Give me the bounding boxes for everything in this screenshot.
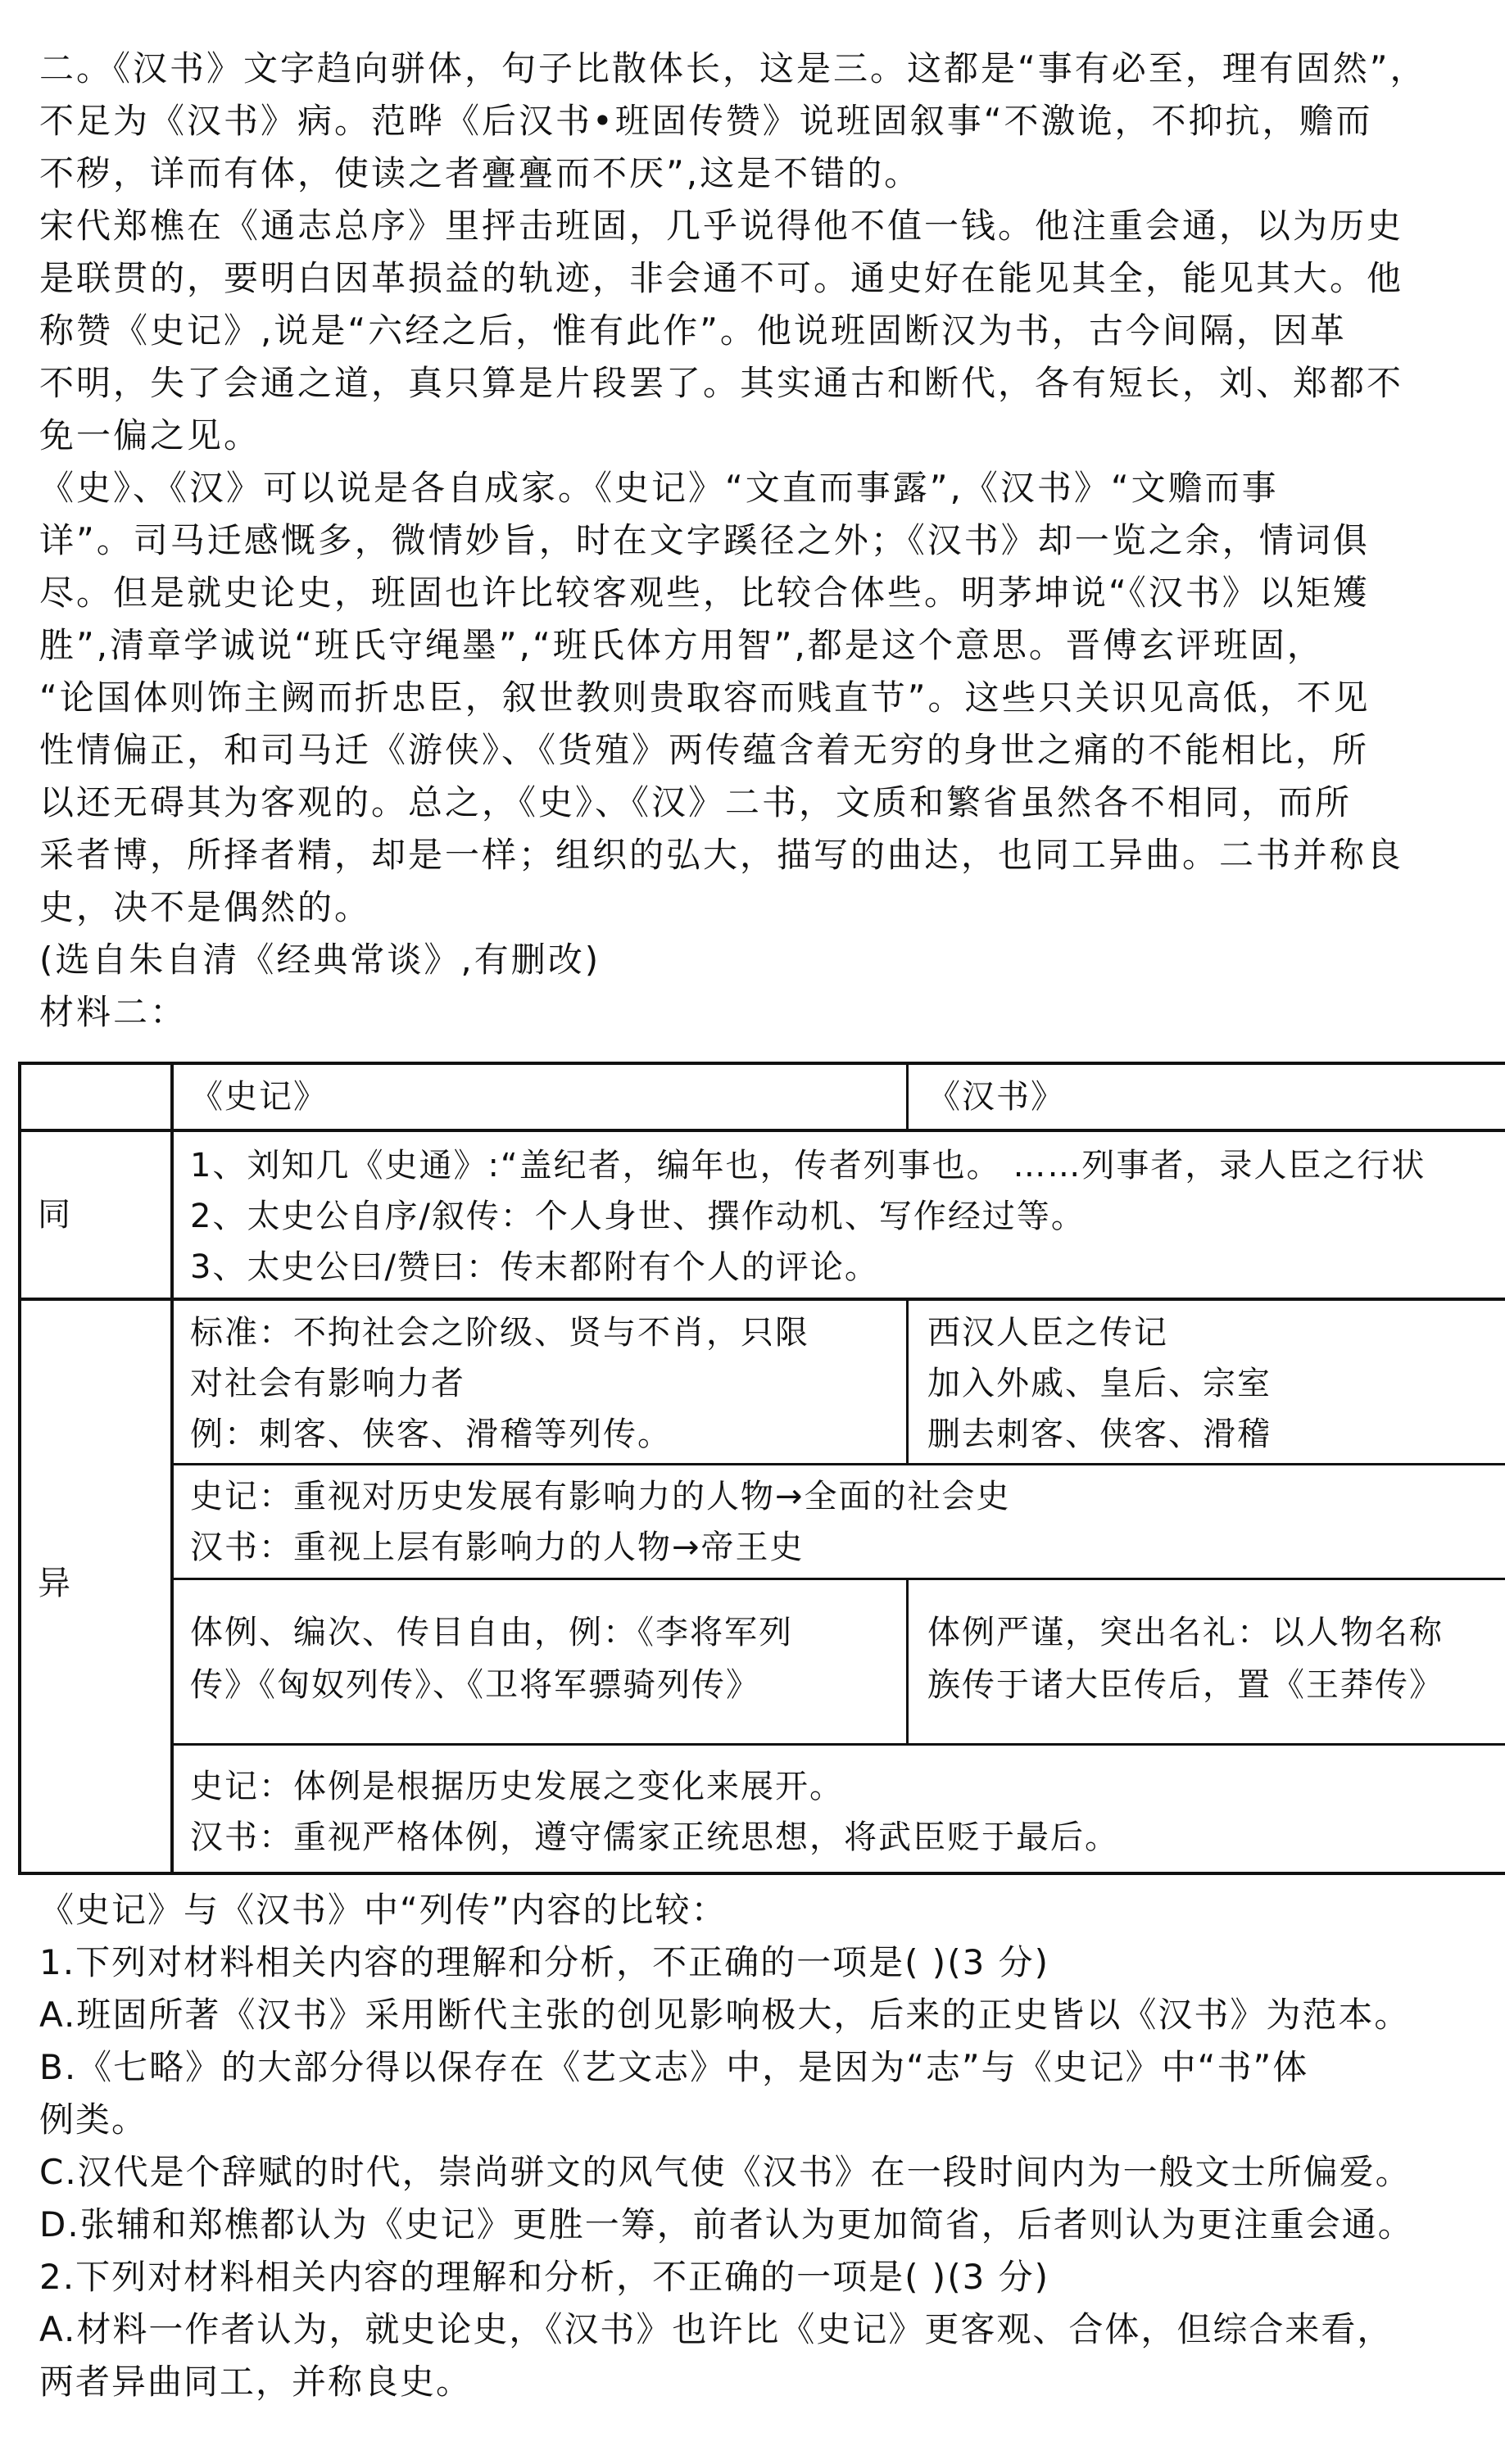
r1-right-2: 加入外戚、皇后、宗室 xyxy=(927,1365,1272,1402)
same-line-1: 1、刘知几《史通》:“盖纪者，编年也，传者列事也。 ……列事者，录人臣之行状 xyxy=(190,1147,1426,1184)
r1-left-1: 标准：不拘社会之阶级、贤与不肖，只限 xyxy=(190,1314,809,1352)
question-line: 《史记》与《汉书》中“列传”内容的比较： xyxy=(39,1890,728,1930)
passage-line: 不足为《汉书》病。范晔《后汉书•班固传赞》说班固叙事“不激诡，不抑抗，赡而 xyxy=(39,101,1373,141)
passage-line: 性情偏正，和司马迁《游侠》、《货殖》两传蕴含着无穷的身世之痛的不能相比，所 xyxy=(39,730,1370,770)
table-rule-diff-2 xyxy=(170,1578,1505,1580)
passage-line: (选自朱自清《经典常谈》,有删改) xyxy=(39,940,601,980)
table-rule-r3-mid xyxy=(906,1578,909,1744)
r1-left-2: 对社会有影响力者 xyxy=(190,1365,465,1402)
passage-line: 尽。但是就史论史，班固也许比较客观些，比较合体些。明茅坤说“《汉书》以矩矱 xyxy=(39,573,1370,613)
passage-line: 二。《汉书》文字趋向骈体，句子比散体长，这是三。这都是“事有必至，理有固然”， xyxy=(39,48,1427,88)
passage-line: 史，决不是偶然的。 xyxy=(39,887,372,927)
passage-line: 是联贯的，要明白因革损益的轨迹，非会通不可。通史好在能见其全，能见其大。他 xyxy=(39,258,1404,298)
comparison-table xyxy=(18,1062,1505,1875)
passage-line: 不明，失了会通之道，真只算是片段罢了。其实通古和断代，各有短长，刘、郑都不 xyxy=(39,363,1404,403)
passage-one xyxy=(39,43,1505,1039)
label-diff: 异 xyxy=(38,1565,72,1602)
r2-line-2: 汉书：重视上层有影响力的人物→帝王史 xyxy=(190,1529,805,1566)
table-rule-header xyxy=(18,1129,1505,1132)
question-line: C.汉代是个辞赋的时代，崇尚骈文的风气使《汉书》在一段时间内为一般文士所偏爱。 xyxy=(39,2152,1412,2192)
table-rule-same xyxy=(18,1298,1505,1301)
r2-line-1: 史记：重视对历史发展有影响力的人物→全面的社会史 xyxy=(190,1478,1011,1515)
question-line: A.班固所著《汉书》采用断代主张的创见影响极大，后来的正史皆以《汉书》为范本。 xyxy=(39,1995,1411,2035)
table-rule-diff-1 xyxy=(170,1463,1505,1465)
passage-line: 称赞《史记》,说是“六经之后，惟有此作”。他说班固断汉为书，古今间隔，因革 xyxy=(39,310,1347,351)
question-line: 2.下列对材料相关内容的理解和分析，不正确的一项是( )(3 分) xyxy=(39,2257,1050,2297)
table-border-left xyxy=(18,1062,21,1875)
r3-right-1: 体例严谨，突出名礼：以人物名称 xyxy=(927,1614,1444,1651)
questions-section xyxy=(39,1884,1505,2408)
header-hanshu: 《汉书》 xyxy=(927,1078,1065,1116)
passage-line: 详”。司马迁感慨多，微情妙旨，时在文字蹊径之外；《汉书》却一览之余，情词俱 xyxy=(39,520,1370,560)
r3-right-2: 族传于诸大臣传后，置《王莽传》 xyxy=(927,1666,1444,1704)
passage-line: 以还无碍其为客观的。总之，《史》、《汉》二书，文质和繁省虽然各不相同，而所 xyxy=(39,782,1353,822)
question-line: B.《七略》的大部分得以保存在《艺文志》中，是因为“志”与《史记》中“书”体 xyxy=(39,2047,1309,2087)
question-line: A.材料一作者认为，就史论史，《汉书》也许比《史记》更客观、合体，但综合来看， xyxy=(39,2309,1394,2349)
passage-line: 材料二： xyxy=(39,992,188,1032)
r1-right-3: 删去刺客、侠客、滑稽 xyxy=(927,1415,1272,1453)
same-line-3: 3、太史公曰/赞曰：传末都附有个人的评论。 xyxy=(190,1248,879,1286)
question-line: D.张辅和郑樵都认为《史记》更胜一筹，前者认为更加简省，后者则认为更注重会通。 xyxy=(39,2204,1414,2244)
same-line-2: 2、太史公自序/叙传：个人身世、撰作动机、写作经过等。 xyxy=(190,1198,1086,1235)
label-same: 同 xyxy=(38,1196,72,1234)
table-rule-label-col xyxy=(170,1062,174,1875)
r1-left-3: 例：刺客、侠客、滑稽等列传。 xyxy=(190,1415,672,1453)
passage-line: “论国体则饰主阙而折忠臣，叙世教则贵取容而贱直节”。这些只关识见高低，不见 xyxy=(39,677,1371,718)
r4-line-2: 汉书：重视严格体例，遵守儒家正统思想，将武臣贬于最后。 xyxy=(190,1819,1119,1856)
table-rule-diff-3 xyxy=(170,1743,1505,1746)
question-line: 两者异曲同工，并称良史。 xyxy=(39,2362,473,2402)
passage-line: 《史》、《汉》可以说是各自成家。《史记》“文直而事露”,《汉书》“文赡而事 xyxy=(39,468,1279,508)
passage-line: 胜”,清章学诚说“班氏守绳墨”,“班氏体方用智”,都是这个意思。晋傅玄评班固， xyxy=(39,625,1324,665)
table-border-top xyxy=(18,1062,1505,1065)
r3-left-1: 体例、编次、传目自由，例：《李将军列 xyxy=(190,1614,793,1651)
r3-left-2: 传》《匈奴列传》、《卫将军骠骑列传》 xyxy=(190,1666,760,1704)
table-border-bottom xyxy=(18,1872,1505,1875)
table-rule-r1-mid xyxy=(906,1298,909,1464)
passage-line: 宋代郑樵在《通志总序》里抨击班固，几乎说得他不值一钱。他注重会通，以为历史 xyxy=(39,206,1404,246)
passage-line: 不秽，详而有体，使读之者亹亹而不厌”,这是不错的。 xyxy=(39,153,922,193)
passage-line: 采者博，所择者精，却是一样；组织的弘大，描写的曲达，也同工异曲。二书并称良 xyxy=(39,835,1404,875)
header-shiji: 《史记》 xyxy=(190,1078,328,1116)
question-line: 例类。 xyxy=(39,2099,148,2140)
passage-line: 免一偏之见。 xyxy=(39,415,261,455)
r1-right-1: 西汉人臣之传记 xyxy=(927,1314,1168,1352)
question-line: 1.下列对材料相关内容的理解和分析，不正确的一项是( )(3 分) xyxy=(39,1942,1050,1982)
table-rule-header-mid xyxy=(906,1062,909,1132)
r4-line-1: 史记：体例是根据历史发展之变化来展开。 xyxy=(190,1768,844,1805)
